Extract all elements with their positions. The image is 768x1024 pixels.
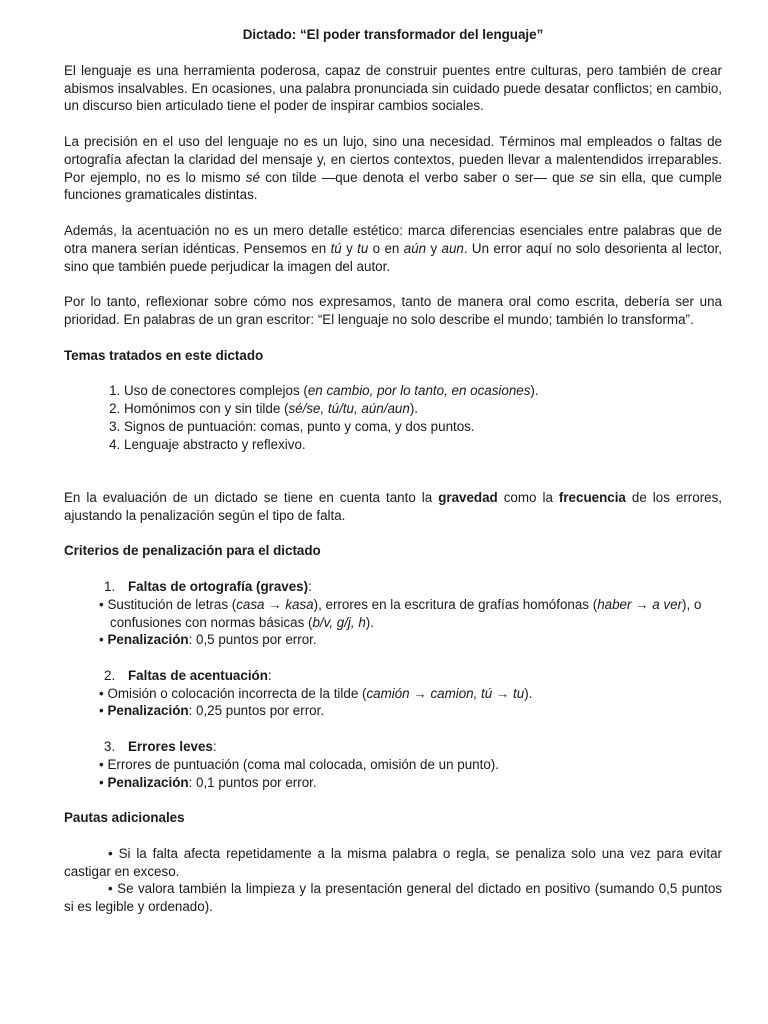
document-title: Dictado: “El poder transformador del lenguaje” xyxy=(242,27,544,42)
list-item: 4. Lenguaje abstracto y reflexivo. xyxy=(124,436,722,454)
list-item: 2. Homónimos con y sin tilde (sé/se, tú/tu, aún/aun). xyxy=(124,400,722,418)
criterion-title: 2. Faltas de acentuación: xyxy=(104,667,272,683)
criterion-accentuation xyxy=(64,667,722,720)
criterion-title: 3. Errores leves: xyxy=(104,739,217,755)
paragraph-accentuation: Además, la acentuación no es un mero detalle estético: marca diferencias esenciales entre palabras que de otra manera serían idénticas. Pensemos en tú y tu o en aún y aun. Un error aquí no solo desorienta al lector, sino que también puede perjudicar la imagen del autor. xyxy=(64,222,723,274)
paragraph-intro: El lenguaje es una herramienta poderosa, capaz de construir puentes entre culturas, pero también de crear abismos insalvables. En ocasiones, una palabra pronunciada sin cuidado puede desatar conflictos; en cambio, un discurso bien articulado tiene el poder de inspirar cambios sociales. xyxy=(64,62,722,114)
criterion-penalty: • Penalización: 0,1 puntos por error. xyxy=(99,774,317,790)
document-page xyxy=(64,26,722,916)
criterion-minor xyxy=(64,738,722,791)
criteria-heading: Criterios de penalización para el dictado xyxy=(64,543,321,559)
topics-list xyxy=(64,382,722,453)
guideline-item: • Si la falta afecta repetidamente a la misma palabra o regla, se penaliza solo una vez para evitar castigar en exceso. xyxy=(64,845,722,879)
list-item: 1. Uso de conectores complejos (en cambio, por lo tanto, en ocasiones). xyxy=(124,382,722,400)
criterion-penalty: • Penalización: 0,5 puntos por error. xyxy=(99,632,317,648)
criterion-spelling xyxy=(64,578,722,649)
paragraph-precision: La precisión en el uso del lenguaje no es un lujo, sino una necesidad. Términos mal empleados o faltas de ortografía afectan la claridad del mensaje y, en ciertos contextos, pueden llevar a malentendidos irreparables. Por ejemplo, no es lo mismo sé con tilde —que denota el verbo saber o ser— que se sin ella, que cumple funciones gramaticales distintas. xyxy=(64,133,722,203)
criterion-description: • Errores de puntuación (coma mal colocada, omisión de un punto). xyxy=(99,756,499,772)
criterion-description: • Sustitución de letras (casa → kasa), errores en la escritura de grafías homófonas (haber → a ver), o confusiones con normas básicas (b/v, g/j, h). xyxy=(99,596,702,630)
list-item: 3. Signos de puntuación: comas, punto y coma, y dos puntos. xyxy=(124,418,722,436)
criterion-penalty: • Penalización: 0,25 puntos por error. xyxy=(99,703,325,719)
paragraph-conclusion: Por lo tanto, reflexionar sobre cómo nos expresamos, tanto de manera oral como escrita, debería ser una prioridad. En palabras de un gran escritor: “El lenguaje no solo describe el mundo; también lo transforma”. xyxy=(64,294,722,327)
guideline-item: • Se valora también la limpieza y la presentación general del dictado en positivo (sumando 0,5 puntos si es legible y ordenado). xyxy=(64,881,722,915)
criterion-title: 1. Faltas de ortografía (graves): xyxy=(104,578,312,594)
guidelines-heading: Pautas adicionales xyxy=(64,810,185,826)
criterion-description: • Omisión o colocación incorrecta de la tilde (camión → camion, tú → tu). xyxy=(99,685,533,701)
topics-heading: Temas tratados en este dictado xyxy=(64,347,264,363)
paragraph-evaluation: En la evaluación de un dictado se tiene en cuenta tanto la gravedad como la frecuencia de los errores, ajustando la penalización según el tipo de falta. xyxy=(64,489,723,523)
